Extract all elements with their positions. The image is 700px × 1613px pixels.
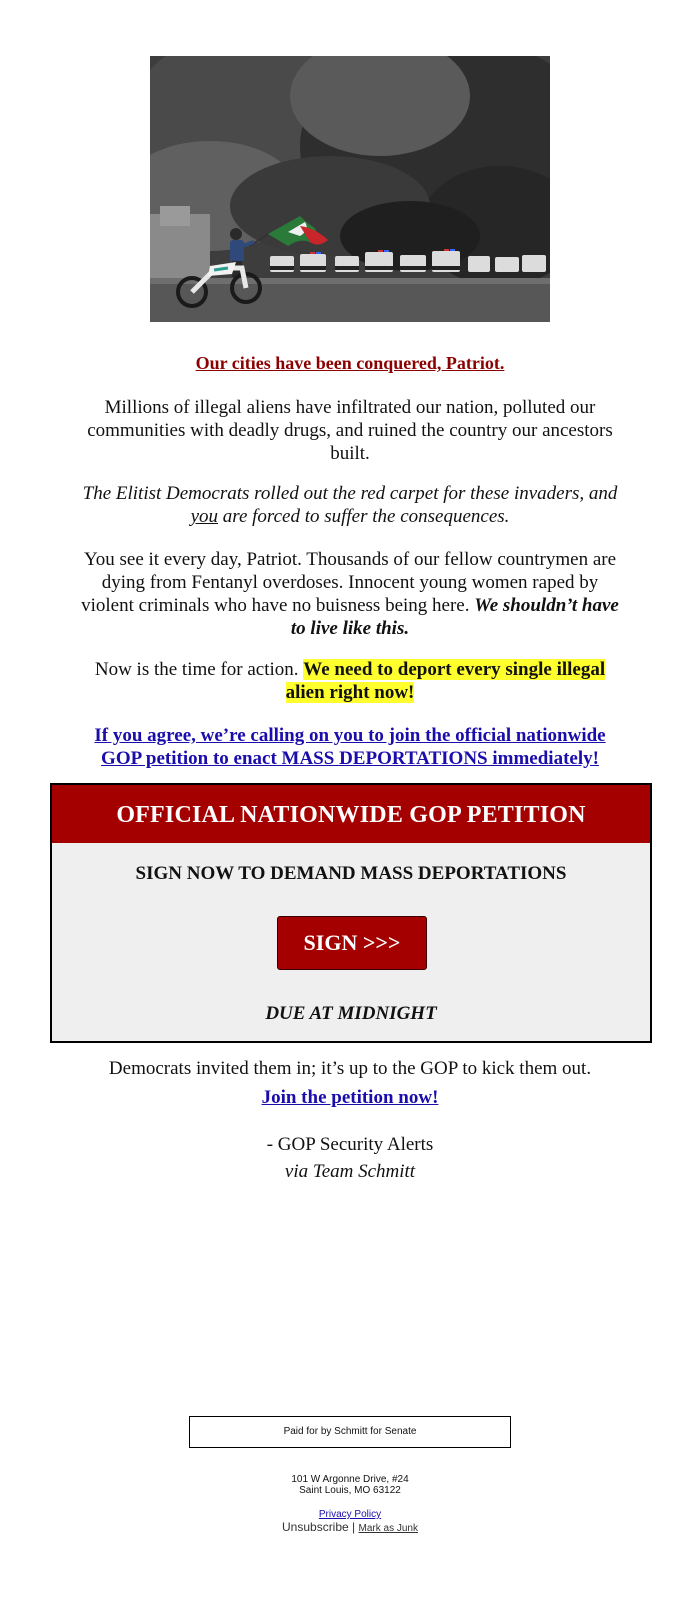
deport-highlight: We need to deport every single illegal alien right now! <box>285 659 606 703</box>
mailing-address <box>0 1474 700 1496</box>
address-line-2: Saint Louis, MO 63122 <box>299 1485 401 1496</box>
patriot-paragraph <box>75 548 625 640</box>
mark-as-junk-link[interactable]: Mark as Junk <box>358 1523 418 1534</box>
democrats-paragraph <box>75 482 625 528</box>
action-text: Now is the time for action. <box>94 659 304 680</box>
patriot-emphasis: We shouldn’t have to live like this. <box>290 595 619 639</box>
unsubscribe-row <box>0 1520 700 1534</box>
intro-paragraph: Millions of illegal aliens have infiltrated our nation, polluted our communities with deadly drugs, and ruined the country our ancestors built. <box>87 397 613 464</box>
democrats-text-b: are forced to suffer the consequences. <box>218 506 510 527</box>
petition-deadline: DUE AT MIDNIGHT <box>265 1003 437 1024</box>
headline: Our cities have been conquered, Patriot. <box>195 353 505 373</box>
signature-via: via Team Schmitt <box>284 1161 416 1182</box>
address-line-1: 101 W Argonne Drive, #24 <box>291 1474 409 1485</box>
patriot-text: You see it every day, Patriot. Thousands of our fellow countrymen are dying from Fentanyl overdoses. Innocent young women raped by violent criminals who have no buisness being here. <box>81 549 617 616</box>
privacy-row <box>0 1509 700 1520</box>
you-emphasis: you <box>190 506 218 527</box>
link-separator: | <box>352 1520 356 1534</box>
join-paragraph <box>0 1087 700 1109</box>
petition-box <box>50 783 652 1043</box>
closing-paragraph: Democrats invited them in; it’s up to the GOP to kick them out. <box>108 1058 592 1079</box>
sign-button[interactable]: SIGN >>> <box>277 916 427 970</box>
democrats-text-a: The Elitist Democrats rolled out the red carpet for these invaders, and <box>82 483 618 504</box>
petition-cta-link[interactable]: If you agree, we’re calling on you to join the official nationwide GOP petition to enact MASS DEPORTATIONS immediately! <box>94 725 606 769</box>
hero-illustration <box>150 56 550 322</box>
paid-for-box: Paid for by Schmitt for Senate <box>189 1416 511 1448</box>
unsubscribe-link[interactable]: Unsubscribe <box>282 1520 349 1534</box>
privacy-policy-link[interactable]: Privacy Policy <box>318 1509 382 1520</box>
petition-header: OFFICIAL NATIONWIDE GOP PETITION <box>52 785 650 843</box>
agree-paragraph <box>75 724 625 770</box>
petition-subheader: SIGN NOW TO DEMAND MASS DEPORTATIONS <box>135 863 567 884</box>
action-paragraph <box>75 658 625 704</box>
hero-image <box>150 56 550 322</box>
join-petition-link[interactable]: Join the petition now! <box>261 1087 439 1108</box>
signature-sender: - GOP Security Alerts <box>266 1134 434 1155</box>
